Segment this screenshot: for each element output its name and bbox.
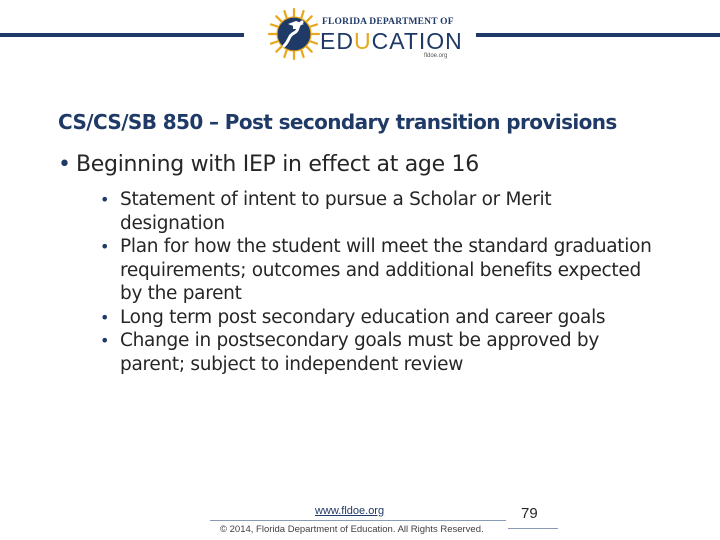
header-bar-left bbox=[0, 33, 244, 37]
page-number-underline bbox=[508, 528, 558, 529]
list-item-text: Long term post secondary education and career goals bbox=[120, 306, 606, 328]
list-item bbox=[100, 306, 660, 330]
main-bullet bbox=[58, 152, 479, 177]
list-item bbox=[100, 329, 660, 376]
bullet-dot-icon: • bbox=[100, 190, 110, 209]
logo-title-main bbox=[320, 28, 463, 55]
sun-emblem-icon bbox=[266, 6, 322, 62]
sub-bullet-list bbox=[100, 188, 660, 376]
footer-divider bbox=[210, 520, 506, 521]
bullet-dot-icon: • bbox=[100, 237, 110, 256]
logo-main-suffix: CATION bbox=[371, 28, 463, 54]
copyright-text: © 2014, Florida Department of Education. All Rights Reserved. bbox=[220, 524, 484, 535]
logo-url: fldoe.org bbox=[424, 53, 448, 59]
main-bullet-text: Beginning with IEP in effect at age 16 bbox=[76, 152, 479, 177]
list-item-text: Statement of intent to pursue a Scholar or Merit designation bbox=[120, 189, 552, 234]
fldoe-website-link[interactable]: www.fldoe.org bbox=[315, 505, 385, 517]
header-bar-right bbox=[476, 33, 720, 37]
list-item bbox=[100, 235, 660, 306]
logo-main-prefix: ED bbox=[320, 28, 354, 54]
list-item-text: Plan for how the student will meet the standard graduation requirements; outcomes and additional benefits expected by the parent bbox=[120, 236, 652, 304]
bullet-dot-icon: • bbox=[58, 152, 71, 177]
page-number: 79 bbox=[521, 505, 538, 522]
slide-title: CS/CS/SB 850 – Post secondary transition provisions bbox=[58, 110, 617, 134]
logo-title-top: FLORIDA DEPARTMENT OF bbox=[322, 17, 454, 27]
list-item-text: Change in postsecondary goals must be approved by parent; subject to independent review bbox=[120, 330, 600, 375]
logo-main-accent: U bbox=[353, 28, 372, 54]
fldoe-logo bbox=[266, 6, 466, 64]
bullet-dot-icon: • bbox=[100, 307, 110, 327]
list-item bbox=[100, 188, 660, 235]
bullet-dot-icon: • bbox=[100, 331, 110, 350]
